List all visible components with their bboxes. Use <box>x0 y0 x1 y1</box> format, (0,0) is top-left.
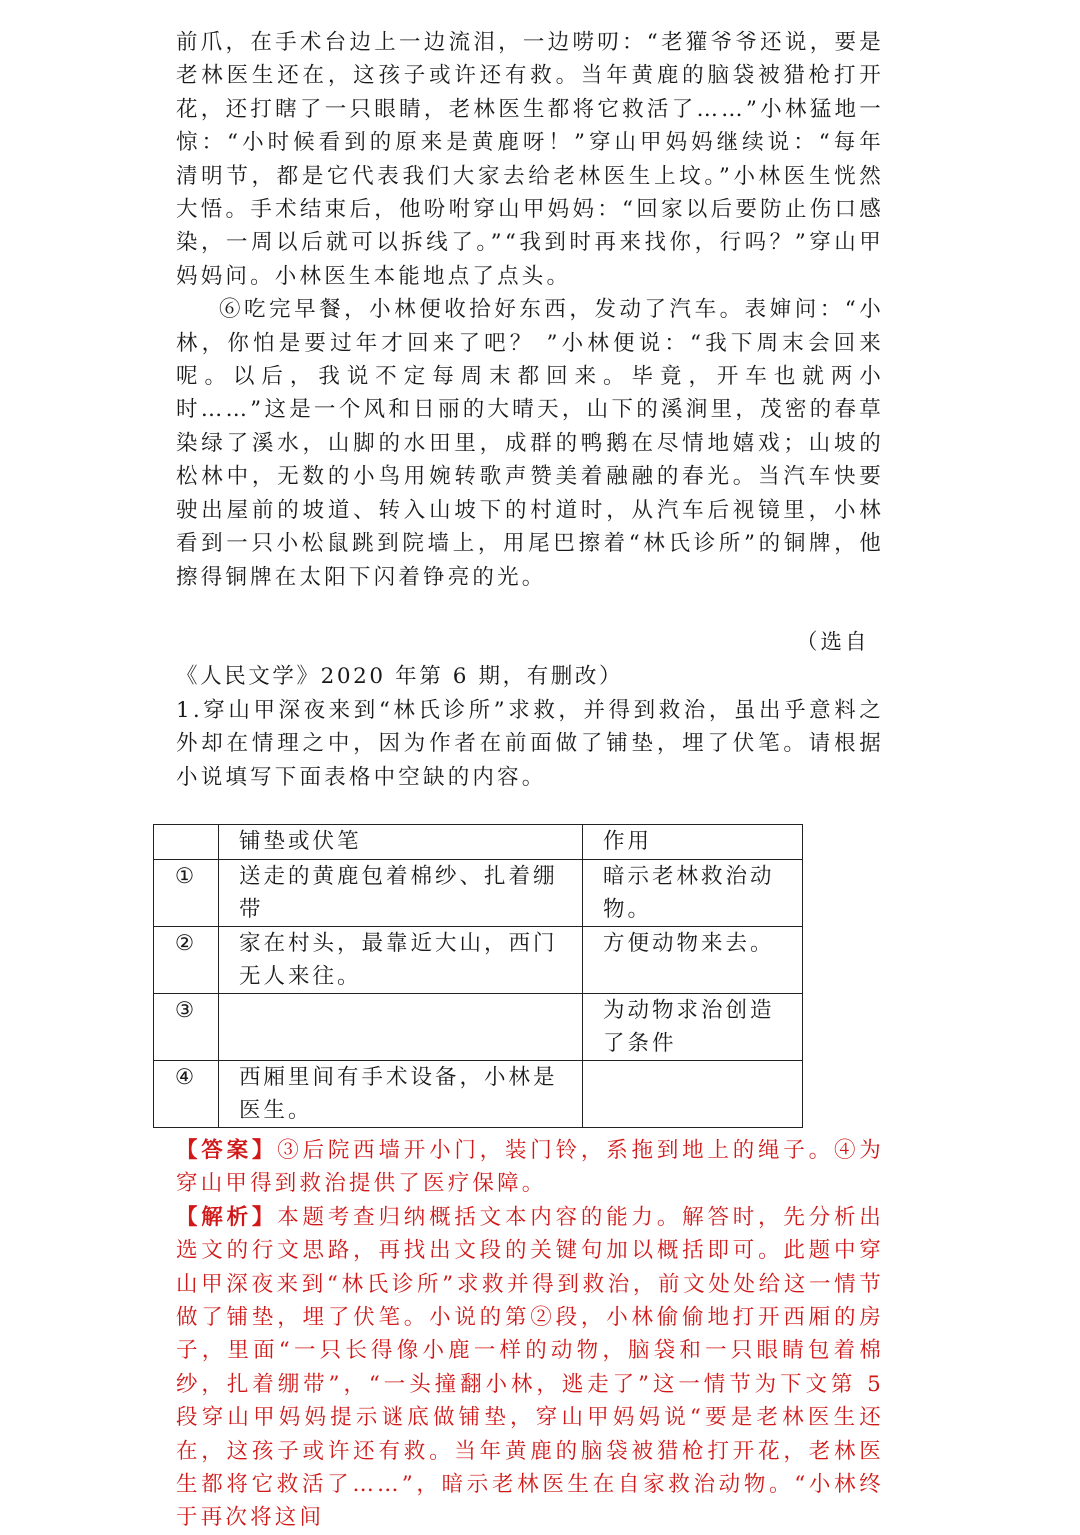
answer-section <box>176 1134 884 1535</box>
answer-table <box>153 824 803 1128</box>
header-num-cell <box>154 825 219 860</box>
row-setup-cell: 送走的黄鹿包着棉纱、扎着绷带 <box>219 860 583 927</box>
table-row <box>154 1061 803 1128</box>
header-setup-cell: 铺垫或伏笔 <box>219 825 583 860</box>
row-num-cell: ① <box>154 860 219 927</box>
source-citation: 《人民文学》2020 年第 6 期，有删改） <box>176 664 624 689</box>
story-paragraph-5-end: 前爪，在手术台边上一边流泪，一边唠叨：“老獾爷爷还说，要是老林医生还在，这孩子或许还有救。当年黄鹿的脑袋被猎枪打开花，还打瞎了一只眼睛，老林医生都将它救活了……”小林猛地一惊：“小时候看到的原来是黄鹿呀！”穿山甲妈妈继续说：“每年清明节，都是它代表我们大家去给老林医生上坟。”小林医生恍然大悟。手术结束后，他吩咐穿山甲妈妈：“回家以后要防止伤口感染，一周以后就可以拆线了。”“我到时再来找你，行吗？”穿山甲妈妈问。小林医生本能地点了点头。 <box>176 30 884 289</box>
row-setup-cell-blank <box>219 994 583 1061</box>
question-1 <box>176 694 884 794</box>
analysis-paragraph <box>176 1201 884 1535</box>
row-num-cell: ④ <box>154 1061 219 1128</box>
row-effect-cell: 暗示老林救治动物。 <box>583 860 803 927</box>
row-num-cell: ③ <box>154 994 219 1061</box>
source-citation-start: （选自 <box>796 630 870 655</box>
answer-tag: 【答案】 <box>176 1138 278 1163</box>
table-row <box>154 927 803 994</box>
question-text: 1.穿山甲深夜来到“林氏诊所”求救，并得到救治，虽出乎意料之外却在情理之中，因为作者在前面做了铺垫，埋了伏笔。请根据小说填写下面表格中空缺的内容。 <box>176 698 884 790</box>
analysis-tag: 【解析】 <box>176 1204 278 1230</box>
row-setup-cell: 西厢里间有手术设备，小林是医生。 <box>219 1061 583 1128</box>
story-text <box>176 26 884 594</box>
analysis-text: 本题考查归纳概括文本内容的能力。解答时，先分析出选文的行文思路，再找出文段的关键句加以概括即可。此题中穿山甲深夜来到“林氏诊所”求救并得到救治，前文处处给这一情节做了铺垫，埋了伏笔。小说的第②段，小林偷偷地打开西厢的房子，里面“一只长得像小鹿一样的动物，脑袋和一只眼睛包着棉纱，扎着绷带”，“一头撞翻小林，逃走了”这一情节为下文第 5 段穿山甲妈妈提示谜底做铺垫，穿山甲妈妈说“要是老林医生还在，这孩子或许还有救。当年黄鹿的脑袋被猎枪打开花，老林医生都将它救活了……”，暗示老林医生在自家救治动物。“小林终于再次将这间 <box>176 1204 884 1531</box>
table-row <box>154 860 803 927</box>
table-row <box>154 994 803 1061</box>
row-setup-cell: 家在村头，最靠近大山，西门无人来往。 <box>219 927 583 994</box>
row-effect-cell-blank <box>583 1061 803 1128</box>
row-num-cell: ② <box>154 927 219 994</box>
row-effect-cell: 方便动物来去。 <box>583 927 803 994</box>
row-effect-cell: 为动物求治创造了条件 <box>583 994 803 1061</box>
header-effect-cell: 作用 <box>583 825 803 860</box>
answer-paragraph <box>176 1134 884 1201</box>
table-header-row <box>154 825 803 860</box>
answer-text: ③后院西墙开小门，装门铃，系拖到地上的绳子。④为穿山甲得到救治提供了医疗保障。 <box>176 1138 884 1197</box>
story-paragraph-6: ⑥吃完早餐，小林便收拾好东西，发动了汽车。表婶问：“小林，你怕是要过年才回来了吧？ ”小林便说：“我下周末会回来呢。以后，我说不定每周末都回来。毕竟，开车也就两小时……”这是一个风和日丽的大晴天，山下的溪涧里，茂密的春草染绿了溪水，山脚的水田里，成群的鸭鹅在尽情地嬉戏；山坡的松林中，无数的小鸟用婉转歌声赞美着融融的春光。当汽车快要驶出屋前的坡道、转入山坡下的村道时，从汽车后视镜里，小林看到一只小松鼠跳到院墙上，用尾巴擦着“林氏诊所”的铜牌，他擦得铜牌在太阳下闪着铮亮的光。 <box>176 297 884 590</box>
